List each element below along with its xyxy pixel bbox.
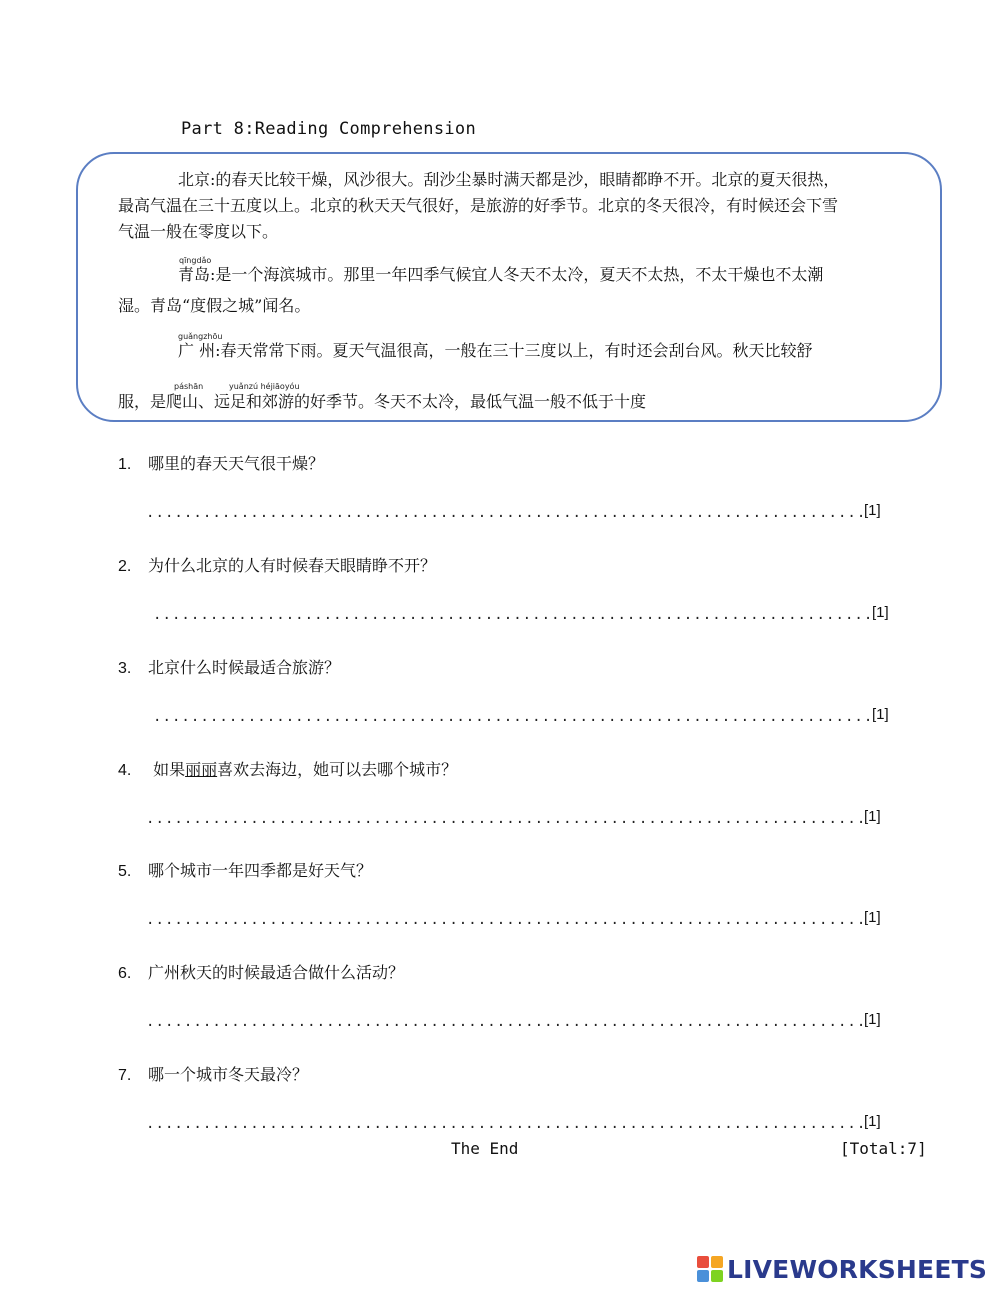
- section-heading: Part 8:Reading Comprehension: [181, 119, 476, 139]
- question-text-pre: 如果: [148, 760, 186, 779]
- passage-line-7: 服，是爬山、远足和郊游的好季节。冬天不太冷，最低气温一般不低于十度: [118, 392, 647, 411]
- question-number: 4.: [118, 762, 132, 779]
- question-text: 哪个城市一年四季都是好天气？: [148, 861, 373, 880]
- passage-line-3: 气温一般在零度以下。: [118, 222, 279, 241]
- answer-line-3[interactable]: ............................................................................: [153, 709, 874, 725]
- question-6: [118, 960, 404, 983]
- question-text: 哪里的春天天气很干燥？: [148, 454, 325, 473]
- mark-2: [1]: [872, 604, 889, 621]
- answer-line-5[interactable]: ............................................................................: [146, 912, 867, 928]
- answer-line-7[interactable]: ............................................................................: [146, 1116, 867, 1132]
- question-number: 6.: [118, 965, 132, 982]
- question-number: 5.: [118, 863, 132, 880]
- logo-block-blue: [697, 1270, 709, 1282]
- mark-1: [1]: [864, 502, 881, 519]
- logo-block-orange: [711, 1256, 723, 1268]
- question-4: [118, 757, 457, 780]
- mark-7: [1]: [864, 1113, 881, 1130]
- question-name-underlined: 丽丽: [185, 760, 218, 779]
- pinyin-qingdao: qīngdǎo: [179, 256, 212, 265]
- answer-line-2[interactable]: ............................................................................: [153, 607, 874, 623]
- answer-line-1[interactable]: ............................................................................: [146, 505, 867, 521]
- mark-4: [1]: [864, 808, 881, 825]
- logo-block-green: [711, 1270, 723, 1282]
- question-3: [118, 655, 340, 678]
- mark-3: [1]: [872, 706, 889, 723]
- question-number: 3.: [118, 660, 132, 677]
- passage-line-1: 北京:的春天比较干燥，风沙很大。刮沙尘暴时满天都是沙，眼睛都睁不开。北京的夏天很热，: [178, 170, 840, 189]
- mark-5: [1]: [864, 909, 881, 926]
- passage-line-2: 最高气温在三十五度以上。北京的秋天天气很好，是旅游的好季节。北京的冬天很冷，有时候还会下雪: [118, 196, 839, 215]
- passage-line-6: 广 州:春天常常下雨。夏天气温很高，一般在三十三度以上，有时还会刮台风。秋天比较舒: [178, 341, 813, 360]
- liveworksheets-logo: [697, 1253, 987, 1285]
- question-2: [118, 553, 436, 576]
- logo-text: LIVEWORKSHEETS: [727, 1254, 988, 1284]
- pinyin-guangzhou: guǎngzhōu: [178, 332, 223, 341]
- question-text: 北京什么时候最适合旅游？: [148, 658, 341, 677]
- answer-line-4[interactable]: ............................................................................: [146, 811, 867, 827]
- passage-box: [76, 152, 942, 422]
- question-text: 广州秋天的时候最适合做什么活动？: [148, 963, 405, 982]
- question-1: [118, 451, 324, 474]
- total-marks: [Total:7]: [840, 1139, 927, 1158]
- question-text: 为什么北京的人有时候春天眼睛睁不开？: [148, 556, 437, 575]
- pinyin-pashan: páshān: [174, 382, 204, 391]
- question-number: 1.: [118, 456, 132, 473]
- question-text: 哪一个城市冬天最冷？: [148, 1065, 309, 1084]
- the-end-label: The End: [451, 1139, 519, 1158]
- passage-line-4: 青岛:是一个海滨城市。那里一年四季气候宜人冬天不太冷，夏天不太热，不太干燥也不太潮: [178, 265, 824, 284]
- question-text-post: 喜欢去海边，她可以去哪个城市？: [217, 760, 458, 779]
- question-number: 7.: [118, 1067, 132, 1084]
- question-7: [118, 1062, 308, 1085]
- logo-icon: [697, 1256, 723, 1282]
- mark-6: [1]: [864, 1011, 881, 1028]
- answer-line-6[interactable]: ............................................................................: [146, 1014, 867, 1030]
- question-number: 2.: [118, 558, 132, 575]
- question-5: [118, 858, 372, 881]
- passage-line-5: 湿。青岛“度假之城”闻名。: [118, 296, 311, 315]
- logo-block-red: [697, 1256, 709, 1268]
- pinyin-yuanzu-jiaoyou: yuǎnzú héjiāoyóu: [229, 382, 300, 391]
